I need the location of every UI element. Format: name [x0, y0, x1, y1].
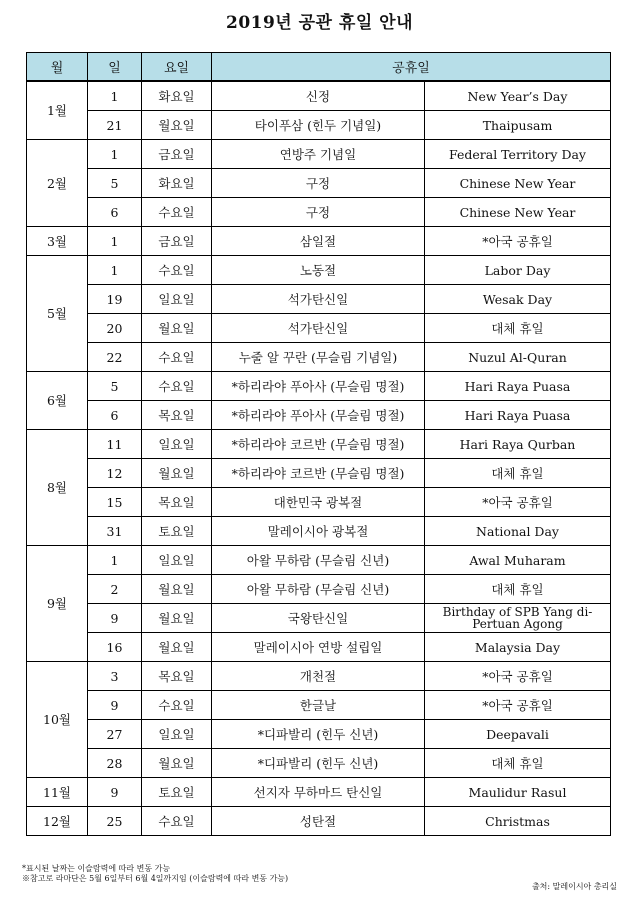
header-dow: 요일 — [142, 53, 212, 82]
english-name-cell: 대체 휴일 — [425, 314, 611, 343]
day-cell: 1 — [88, 81, 142, 111]
holiday-table — [26, 52, 611, 836]
korean-name-cell: 타이푸삼 (힌두 기념일) — [212, 111, 425, 140]
english-name-cell: Deepavali — [425, 720, 611, 749]
english-name-cell: Hari Raya Qurban — [425, 430, 611, 459]
english-name-cell: *아국 공휴일 — [425, 662, 611, 691]
weekday-cell: 월요일 — [142, 633, 212, 662]
month-cell: 3월 — [27, 227, 88, 256]
english-name-cell: Hari Raya Puasa — [425, 401, 611, 430]
english-name-cell: 대체 휴일 — [425, 749, 611, 778]
table-body — [27, 81, 611, 836]
table-row — [27, 720, 611, 749]
day-cell: 2 — [88, 575, 142, 604]
korean-name-cell: 아왈 무하람 (무슬림 신년) — [212, 575, 425, 604]
weekday-cell: 토요일 — [142, 517, 212, 546]
day-cell: 16 — [88, 633, 142, 662]
korean-name-cell: 한글날 — [212, 691, 425, 720]
footnotes — [22, 864, 288, 884]
table-row — [27, 343, 611, 372]
table-row — [27, 488, 611, 517]
table-row — [27, 430, 611, 459]
english-name-cell: *아국 공휴일 — [425, 691, 611, 720]
month-cell: 8월 — [27, 430, 88, 546]
weekday-cell: 일요일 — [142, 430, 212, 459]
weekday-cell: 금요일 — [142, 140, 212, 169]
day-cell: 20 — [88, 314, 142, 343]
korean-name-cell: *하리라야 푸아사 (무슬림 명절) — [212, 401, 425, 430]
table-row — [27, 169, 611, 198]
month-cell: 12월 — [27, 807, 88, 836]
day-cell: 5 — [88, 372, 142, 401]
table-row — [27, 314, 611, 343]
english-name-cell: 대체 휴일 — [425, 459, 611, 488]
day-cell: 3 — [88, 662, 142, 691]
day-cell: 21 — [88, 111, 142, 140]
footnote: ※참고로 라마단은 5월 6일부터 6월 4일까지임 (이슬람력에 따라 변동 가능) — [22, 874, 289, 883]
english-name-cell: Birthday of SPB Yang di-Pertuan Agong — [425, 604, 611, 633]
weekday-cell: 월요일 — [142, 111, 212, 140]
korean-name-cell: 석가탄신일 — [212, 285, 425, 314]
korean-name-cell: 노동절 — [212, 256, 425, 285]
day-cell: 6 — [88, 401, 142, 430]
page-title: 2019년 공관 휴일 안내 — [225, 13, 414, 33]
month-cell: 10월 — [27, 662, 88, 778]
weekday-cell: 일요일 — [142, 546, 212, 575]
english-name-cell: Hari Raya Puasa — [425, 372, 611, 401]
weekday-cell: 일요일 — [142, 285, 212, 314]
month-cell: 6월 — [27, 372, 88, 430]
korean-name-cell: 국왕탄신일 — [212, 604, 425, 633]
english-name-cell: Malaysia Day — [425, 633, 611, 662]
day-cell: 12 — [88, 459, 142, 488]
english-name-cell: Nuzul Al-Quran — [425, 343, 611, 372]
weekday-cell: 수요일 — [142, 807, 212, 836]
day-cell: 11 — [88, 430, 142, 459]
korean-name-cell: *디파발리 (힌두 신년) — [212, 749, 425, 778]
weekday-cell: 일요일 — [142, 720, 212, 749]
korean-name-cell: 대한민국 광복절 — [212, 488, 425, 517]
header-row — [27, 53, 611, 82]
korean-name-cell: 누줄 알 꾸란 (무슬림 기념일) — [212, 343, 425, 372]
english-name-cell: 대체 휴일 — [425, 575, 611, 604]
korean-name-cell: 신정 — [212, 81, 425, 111]
english-name-cell: Christmas — [425, 807, 611, 836]
day-cell: 9 — [88, 604, 142, 633]
english-name-cell: Chinese New Year — [425, 169, 611, 198]
table-row — [27, 140, 611, 169]
table-row — [27, 81, 611, 111]
day-cell: 1 — [88, 256, 142, 285]
korean-name-cell: 말레이시아 연방 설립일 — [212, 633, 425, 662]
header-holiday: 공휴일 — [212, 53, 611, 82]
korean-name-cell: 구정 — [212, 169, 425, 198]
weekday-cell: 수요일 — [142, 343, 212, 372]
month-cell: 1월 — [27, 81, 88, 140]
day-cell: 19 — [88, 285, 142, 314]
day-cell: 9 — [88, 691, 142, 720]
table-row — [27, 401, 611, 430]
day-cell: 1 — [88, 227, 142, 256]
korean-name-cell: *하리라야 코르반 (무슬림 명절) — [212, 430, 425, 459]
table-row — [27, 517, 611, 546]
day-cell: 15 — [88, 488, 142, 517]
table-row — [27, 749, 611, 778]
korean-name-cell: 개천절 — [212, 662, 425, 691]
english-name-cell: *아국 공휴일 — [425, 227, 611, 256]
footnote: *표시된 날짜는 이슬람력에 따라 변동 가능 — [22, 864, 171, 873]
english-name-cell: Chinese New Year — [425, 198, 611, 227]
header-day: 일 — [88, 53, 142, 82]
weekday-cell: 목요일 — [142, 488, 212, 517]
weekday-cell: 화요일 — [142, 81, 212, 111]
korean-name-cell: *하리라야 푸아사 (무슬림 명절) — [212, 372, 425, 401]
day-cell: 31 — [88, 517, 142, 546]
month-cell: 2월 — [27, 140, 88, 227]
day-cell: 9 — [88, 778, 142, 807]
korean-name-cell: 삼일절 — [212, 227, 425, 256]
day-cell: 5 — [88, 169, 142, 198]
table-row — [27, 546, 611, 575]
day-cell: 25 — [88, 807, 142, 836]
table-row — [27, 111, 611, 140]
english-name-cell: New Year’s Day — [425, 81, 611, 111]
weekday-cell: 월요일 — [142, 314, 212, 343]
weekday-cell: 수요일 — [142, 372, 212, 401]
english-name-cell: National Day — [425, 517, 611, 546]
table-row — [27, 198, 611, 227]
table-row — [27, 227, 611, 256]
table-row — [27, 807, 611, 836]
day-cell: 27 — [88, 720, 142, 749]
korean-name-cell: 구정 — [212, 198, 425, 227]
english-name-cell: Awal Muharam — [425, 546, 611, 575]
korean-name-cell: 성탄절 — [212, 807, 425, 836]
table-row — [27, 285, 611, 314]
table-row — [27, 372, 611, 401]
english-name-cell: Maulidur Rasul — [425, 778, 611, 807]
weekday-cell: 월요일 — [142, 604, 212, 633]
month-cell: 11월 — [27, 778, 88, 807]
table-row — [27, 604, 611, 633]
english-name-cell: Federal Territory Day — [425, 140, 611, 169]
weekday-cell: 화요일 — [142, 169, 212, 198]
day-cell: 28 — [88, 749, 142, 778]
weekday-cell: 월요일 — [142, 575, 212, 604]
weekday-cell: 수요일 — [142, 691, 212, 720]
day-cell: 1 — [88, 140, 142, 169]
day-cell: 6 — [88, 198, 142, 227]
source-note: 출처: 말레이시아 총리실 — [531, 882, 617, 891]
weekday-cell: 월요일 — [142, 749, 212, 778]
korean-name-cell: 연방주 기념일 — [212, 140, 425, 169]
weekday-cell: 수요일 — [142, 198, 212, 227]
table-row — [27, 459, 611, 488]
month-cell: 5월 — [27, 256, 88, 372]
table-row — [27, 662, 611, 691]
english-name-cell: *아국 공휴일 — [425, 488, 611, 517]
english-name-cell: Wesak Day — [425, 285, 611, 314]
english-name-cell: Labor Day — [425, 256, 611, 285]
korean-name-cell: 말레이시아 광복절 — [212, 517, 425, 546]
korean-name-cell: 선지자 무하마드 탄신일 — [212, 778, 425, 807]
weekday-cell: 수요일 — [142, 256, 212, 285]
korean-name-cell: *디파발리 (힌두 신년) — [212, 720, 425, 749]
table-header — [27, 53, 611, 82]
weekday-cell: 토요일 — [142, 778, 212, 807]
weekday-cell: 목요일 — [142, 662, 212, 691]
table-row — [27, 633, 611, 662]
weekday-cell: 목요일 — [142, 401, 212, 430]
weekday-cell: 금요일 — [142, 227, 212, 256]
day-cell: 22 — [88, 343, 142, 372]
korean-name-cell: 아왈 무하람 (무슬림 신년) — [212, 546, 425, 575]
table-row — [27, 575, 611, 604]
korean-name-cell: 석가탄신일 — [212, 314, 425, 343]
english-name-cell: Thaipusam — [425, 111, 611, 140]
table-row — [27, 778, 611, 807]
day-cell: 1 — [88, 546, 142, 575]
header-month: 월 — [27, 53, 88, 82]
weekday-cell: 월요일 — [142, 459, 212, 488]
korean-name-cell: *하리라야 코르반 (무슬림 명절) — [212, 459, 425, 488]
table-row — [27, 691, 611, 720]
table-row — [27, 256, 611, 285]
month-cell: 9월 — [27, 546, 88, 662]
